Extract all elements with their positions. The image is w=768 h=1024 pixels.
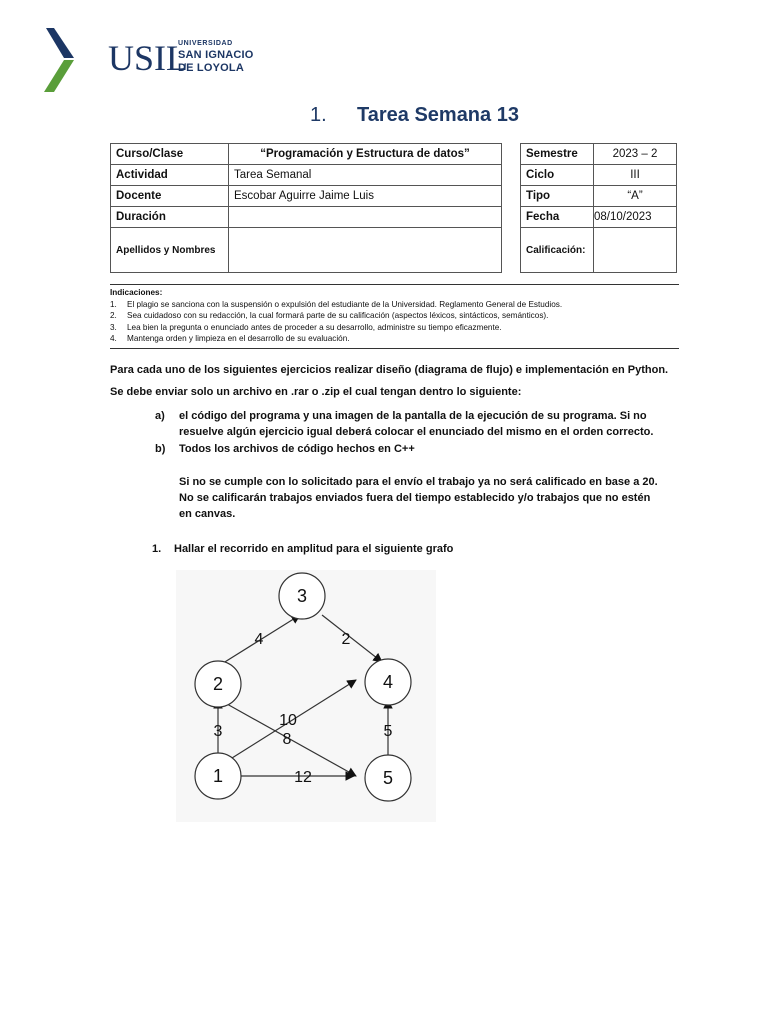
item-text: el código del programa y una imagen de la pantalla de la ejecución de su programa. Si no [179, 410, 647, 422]
calificacion-value [594, 228, 677, 273]
ciclo-value: III [594, 165, 677, 186]
title-number: 1. [310, 104, 327, 126]
edge-weight-label: 10 [279, 712, 297, 729]
item-key: a) [155, 410, 165, 422]
edge-weight-label: 8 [282, 731, 292, 748]
indicaciones-box [110, 284, 679, 349]
item-number: 3. [110, 322, 117, 332]
note-line: No se calificarán trabajos enviados fuera del tiempo establecido y/o trabajos que no estén [179, 492, 651, 505]
submission-note [155, 474, 695, 523]
curso-label: Curso/Clase [111, 144, 229, 165]
fecha-label: Fecha [521, 207, 594, 228]
list-item [110, 299, 679, 311]
indicaciones-title: Indicaciones: [110, 288, 163, 297]
node-label: 3 [296, 586, 308, 606]
docente-label: Docente [111, 186, 229, 207]
note-line: Si no se cumple con lo solicitado para el envío el trabajo ya no será calificado en base a 20. [179, 475, 658, 488]
page-title [310, 104, 519, 127]
item-number: 2. [110, 311, 117, 321]
semestre-value: 2023 – 2 [594, 144, 677, 165]
edge-weight-label: 5 [383, 723, 393, 740]
duracion-value [229, 207, 502, 228]
list-item [155, 408, 695, 424]
item-text: Mantenga orden y limpieza en el desarrollo de su evaluación. [127, 334, 350, 344]
calificacion-label: Calificación: [521, 228, 594, 273]
usil-logo-text: USIL [108, 38, 188, 78]
usil-logo [106, 32, 188, 86]
fecha-value: 08/10/2023 [594, 207, 677, 228]
exercise-statement [152, 543, 453, 555]
list-item-continuation [155, 424, 695, 440]
instruction-paragraph-2: Se debe enviar solo un archivo en .rar o .zip el cual tengan dentro lo siguiente: [110, 386, 522, 398]
duracion-label: Duración [111, 207, 229, 228]
apellidos-label: Apellidos y Nombres [111, 228, 229, 273]
item-key: b) [155, 442, 166, 455]
requirements-list [155, 408, 695, 523]
course-info-table [110, 143, 502, 273]
list-item [155, 441, 695, 457]
item-number: 4. [110, 334, 117, 344]
list-item [110, 310, 679, 322]
edge-weight-label: 4 [254, 631, 264, 648]
semester-info-table [520, 143, 677, 273]
actividad-label: Actividad [111, 165, 229, 186]
tipo-label: Tipo [521, 186, 594, 207]
university-name-line2: DE LOYOLA [178, 62, 244, 74]
list-item [110, 333, 679, 345]
graph-diagram [176, 570, 436, 822]
title-text: Tarea Semana 13 [357, 104, 519, 126]
node-label: 2 [212, 674, 224, 694]
item-text: Todos los archivos de código hechos en C++ [179, 442, 415, 455]
edge-weight-label: 3 [213, 723, 223, 740]
university-label: UNIVERSIDAD [178, 40, 233, 47]
item-text: El plagio se sanciona con la suspensión o expulsión del estudiante de la Universidad. Reglamento General de Estudios. [127, 299, 563, 309]
university-logo-chevron [40, 26, 80, 94]
node-label: 5 [382, 768, 394, 788]
list-item [110, 322, 679, 334]
item-text: Sea cuidadoso con su redacción, la cual formará parte de su calificación (aspectos léxicos, sintácticos, semánticos). [127, 311, 549, 321]
item-number: 1. [110, 299, 117, 309]
exercise-text: Hallar el recorrido en amplitud para el siguiente grafo [174, 543, 454, 555]
instruction-paragraph-1: Para cada uno de los siguientes ejercicios realizar diseño (diagrama de flujo) e implementación en Python. [110, 364, 669, 376]
apellidos-value [229, 228, 502, 273]
tipo-value: “A” [594, 186, 677, 207]
note-line: en canvas. [179, 508, 236, 521]
node-label: 1 [212, 766, 224, 786]
edge-weight-label: 2 [341, 631, 351, 648]
curso-value: “Programación y Estructura de datos” [229, 144, 502, 165]
actividad-value: Tarea Semanal [229, 165, 502, 186]
exercise-number: 1. [152, 543, 162, 555]
item-text: resuelve algún ejercicio igual deberá colocar el enunciado del mismo en el orden correcto. [179, 426, 654, 439]
university-name-line1: SAN IGNACIO [178, 49, 254, 61]
node-label: 4 [382, 672, 394, 692]
edge-weight-label: 12 [294, 769, 312, 786]
item-text: Lea bien la pregunta o enunciado antes de proceder a su desarrollo, administre su tiempo eficazmente. [127, 322, 502, 332]
docente-value: Escobar Aguirre Jaime Luis [229, 186, 502, 207]
semestre-label: Semestre [521, 144, 594, 165]
ciclo-label: Ciclo [521, 165, 594, 186]
